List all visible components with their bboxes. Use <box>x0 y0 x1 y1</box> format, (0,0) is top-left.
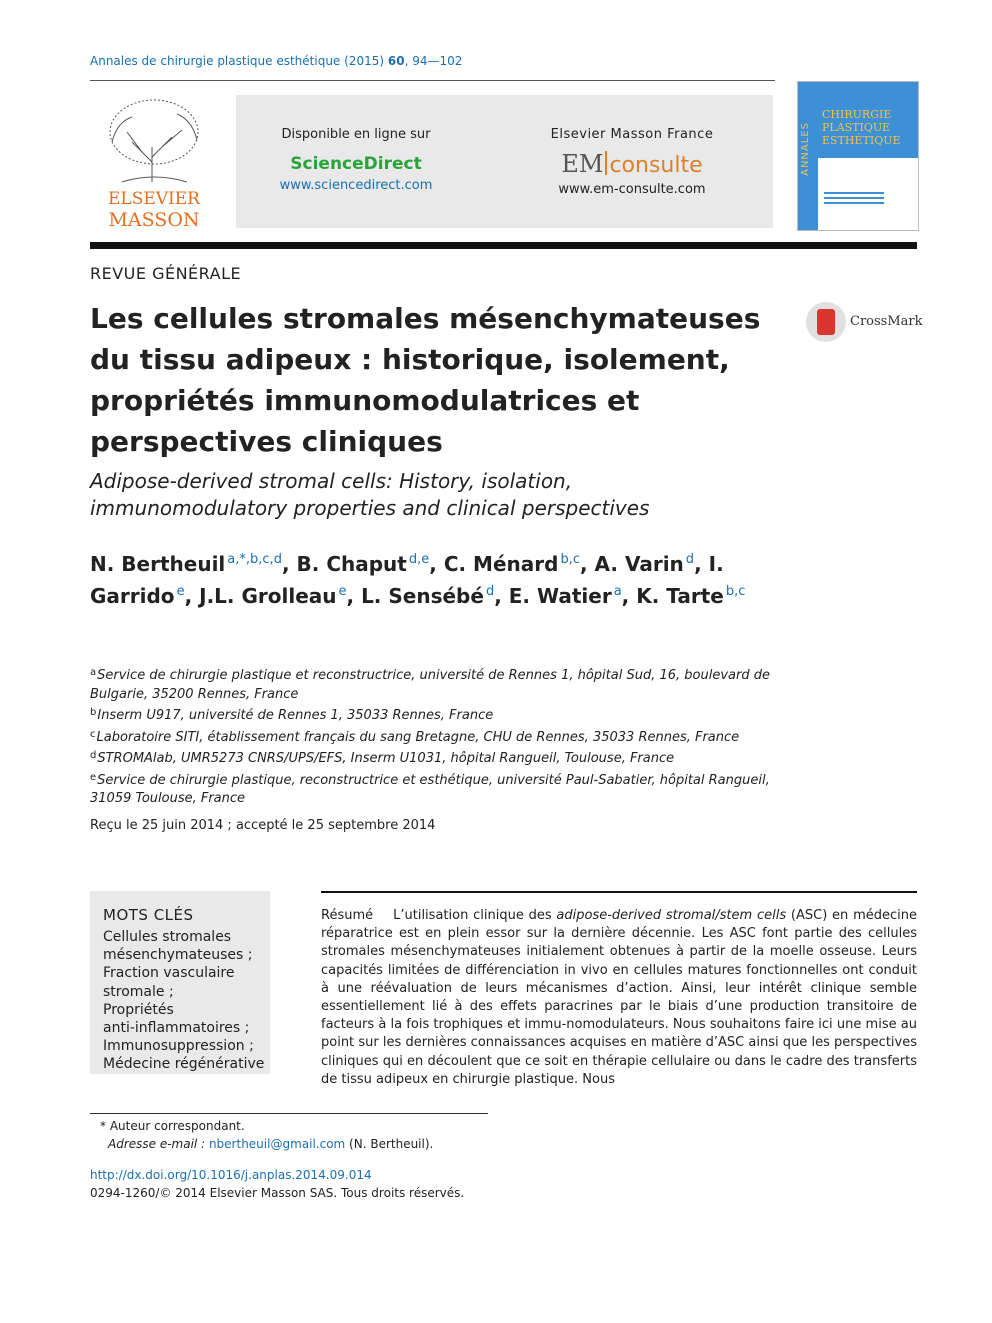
author: N. Bertheuil $^{a,*,b,c,d}$, <box>90 552 297 576</box>
availability-banner <box>236 95 773 228</box>
keyword-item: Cellules stromales <box>103 929 232 945</box>
emconsulte-logo <box>512 150 752 178</box>
cover-title-line2: PLASTIQUE <box>822 121 891 134</box>
affiliation-item: $^a$Service de chirurgie plastique et reconstructrice, université de Rennes 1, hôpital Sud, 16, boulevard de Bulgarie, 35200 Rennes, France <box>90 667 770 702</box>
sciencedirect-link[interactable]: www.sciencedirect.com <box>279 178 433 193</box>
article-title: Les cellules stromales mésenchymateuses du tissu adipeux : historique, isolement, propriétés immunomodulatrices et perspectives cliniques <box>90 302 761 458</box>
crossmark-label: CrossMark <box>850 314 923 329</box>
author-affil[interactable]: d <box>485 584 495 599</box>
keywords-title: MOTS CLÉS <box>103 906 194 924</box>
copyright: 0294-1260/© 2014 Elsevier Masson SAS. Tous droits réservés. <box>90 1186 465 1200</box>
abstract-rule <box>321 891 917 893</box>
journal-pages: , 94—102 <box>404 54 463 68</box>
journal-cover <box>797 81 919 231</box>
author-affil[interactable]: a <box>613 584 622 599</box>
header-thick-rule <box>90 242 917 249</box>
affiliation-item: $^c$Laboratoire SITI, établissement français du sang Bretagne, CHU de Rennes, 35033 Rennes, France <box>90 728 740 745</box>
cover-title <box>818 82 918 158</box>
cover-title-line1: CHIRURGIE <box>822 108 892 121</box>
author-affil[interactable]: a,*,b,c,d <box>227 552 282 567</box>
footnote-rule <box>90 1113 488 1114</box>
journal-name: Annales de chirurgie plastique esthétique (2015) <box>90 54 385 68</box>
available-online-label: Disponible en ligne sur <box>281 127 431 142</box>
emconsulte-block <box>512 127 752 197</box>
affiliation-item: $^d$STROMAlab, UMR5273 CNRS/UPS/EFS, Inserm U1031, hôpital Rangueil, Toulouse, France <box>90 750 675 766</box>
author-affil[interactable]: e <box>338 584 347 599</box>
elsevier-masson-logo <box>92 92 217 232</box>
doi-link[interactable]: http://dx.doi.org/10.1016/j.anplas.2014.09.014 <box>90 1168 372 1182</box>
cover-band <box>798 82 818 230</box>
article-subtitle: Adipose-derived stromal cells: History, isolation, immunomodulatory properties and clinical perspectives <box>90 469 650 520</box>
author: K. Tarte $^{b,c}$ <box>636 584 746 608</box>
author-affil[interactable]: b,c <box>725 584 746 599</box>
author-affil[interactable]: d <box>685 552 695 567</box>
cover-band-text: ANNALES <box>800 122 811 176</box>
logo-text-masson: MASSON <box>108 209 200 231</box>
corresponding-author-note: * Auteur correspondant. <box>100 1119 245 1133</box>
email-label: Adresse e-mail : <box>108 1137 209 1151</box>
author: B. Chaput $^{d,e}$, <box>296 552 444 576</box>
author-affil[interactable]: b,c <box>560 552 580 567</box>
keyword-item: anti-inflammatoires ; <box>103 1020 250 1037</box>
keyword-item: Propriétés <box>103 1001 174 1018</box>
keyword-item: mésenchymateuses ; <box>103 947 253 964</box>
email-link[interactable]: nbertheuil@gmail.com <box>208 1137 346 1151</box>
author-affil[interactable]: d,e <box>408 552 430 567</box>
emconsulte-link[interactable]: www.em-consulte.com <box>558 182 706 197</box>
keyword-item: stromale ; <box>103 983 174 1000</box>
keywords-box <box>90 891 270 1074</box>
affiliation-list <box>90 664 780 809</box>
em-logo-left: EM <box>561 150 604 178</box>
author: A. Varin $^d$, <box>594 552 709 576</box>
keyword-item: Immunosuppression ; <box>103 1038 254 1055</box>
cover-title-line3: ESTHÉTIQUE <box>822 134 901 147</box>
em-logo-right: consulte <box>609 153 703 178</box>
em-publisher-label: Elsevier Masson France <box>550 127 714 142</box>
crossmark-icon <box>806 302 846 342</box>
abstract: Résumé L’utilisation clinique des adipose-derived stromal/stem cells (ASC) en médecine réparatrice est en plein essor sur la dernière décennie. Les ASC font partie des cellules stromales mésenchymateuses initialement obtenues à partir de la moelle osseuse. Leurs capacités limitées de différenciation in vivo en cellules matures fonctionnelles ont conduit à une réévaluation de leurs mécanismes d’action. Ainsi, leur intérêt clinique semble essentiellement lié à des effets paracrines par le biais d’une production transitoire de facteurs à la fois trophiques et immu-nomodulateurs. Nous souhaitons faire ici une mise au point sur les dernières connaissances acquises en matière d’ASC ainsi que les perspectives cliniques qui en découlent que ce soit en thérapie cellulaire ou dans le cadre des transferts de tissu adipeux en chirurgie plastique. Nous <box>321 908 917 1087</box>
author: L. Sensébé $^d$, <box>361 584 509 608</box>
crossmark-badge[interactable] <box>806 302 923 344</box>
affiliation-item: $^e$Service de chirurgie plastique, reconstructrice et esthétique, université Paul-Sabatier, hôpital Rangueil, 31059 Toulouse, France <box>90 771 770 806</box>
article-section: REVUE GÉNÉRALE <box>90 264 242 283</box>
header-rule <box>90 80 775 81</box>
author-list <box>90 546 790 610</box>
corresponding-email-line: Adresse e-mail : nbertheuil@gmail.com (N. Bertheuil). <box>108 1137 434 1151</box>
journal-citation <box>90 54 462 68</box>
author: C. Ménard $^{b,c}$, <box>443 552 595 576</box>
keyword-item: Fraction vasculaire <box>103 965 235 982</box>
author: I. Garrido $^e$, <box>90 552 724 608</box>
logo-text-elsevier: ELSEVIER <box>108 189 200 209</box>
sciencedirect-block <box>236 127 476 193</box>
received-accepted-dates: Reçu le 25 juin 2014 ; accepté le 25 septembre 2014 <box>90 818 436 833</box>
author-affil[interactable]: e <box>176 584 185 599</box>
journal-volume: 60 <box>387 54 405 68</box>
keywords-list <box>103 928 264 1074</box>
author: E. Watier $^a$, <box>508 584 637 608</box>
keyword-item: Médecine régénérative <box>103 1056 265 1073</box>
cover-fine-print <box>824 192 884 212</box>
abstract-label: Résumé <box>321 908 374 923</box>
sciencedirect-name[interactable]: ScienceDirect <box>290 154 422 174</box>
author: J.L. Grolleau $^e$, <box>199 584 362 608</box>
affiliation-item: $^b$Inserm U917, université de Rennes 1, 35033 Rennes, France <box>90 707 494 723</box>
